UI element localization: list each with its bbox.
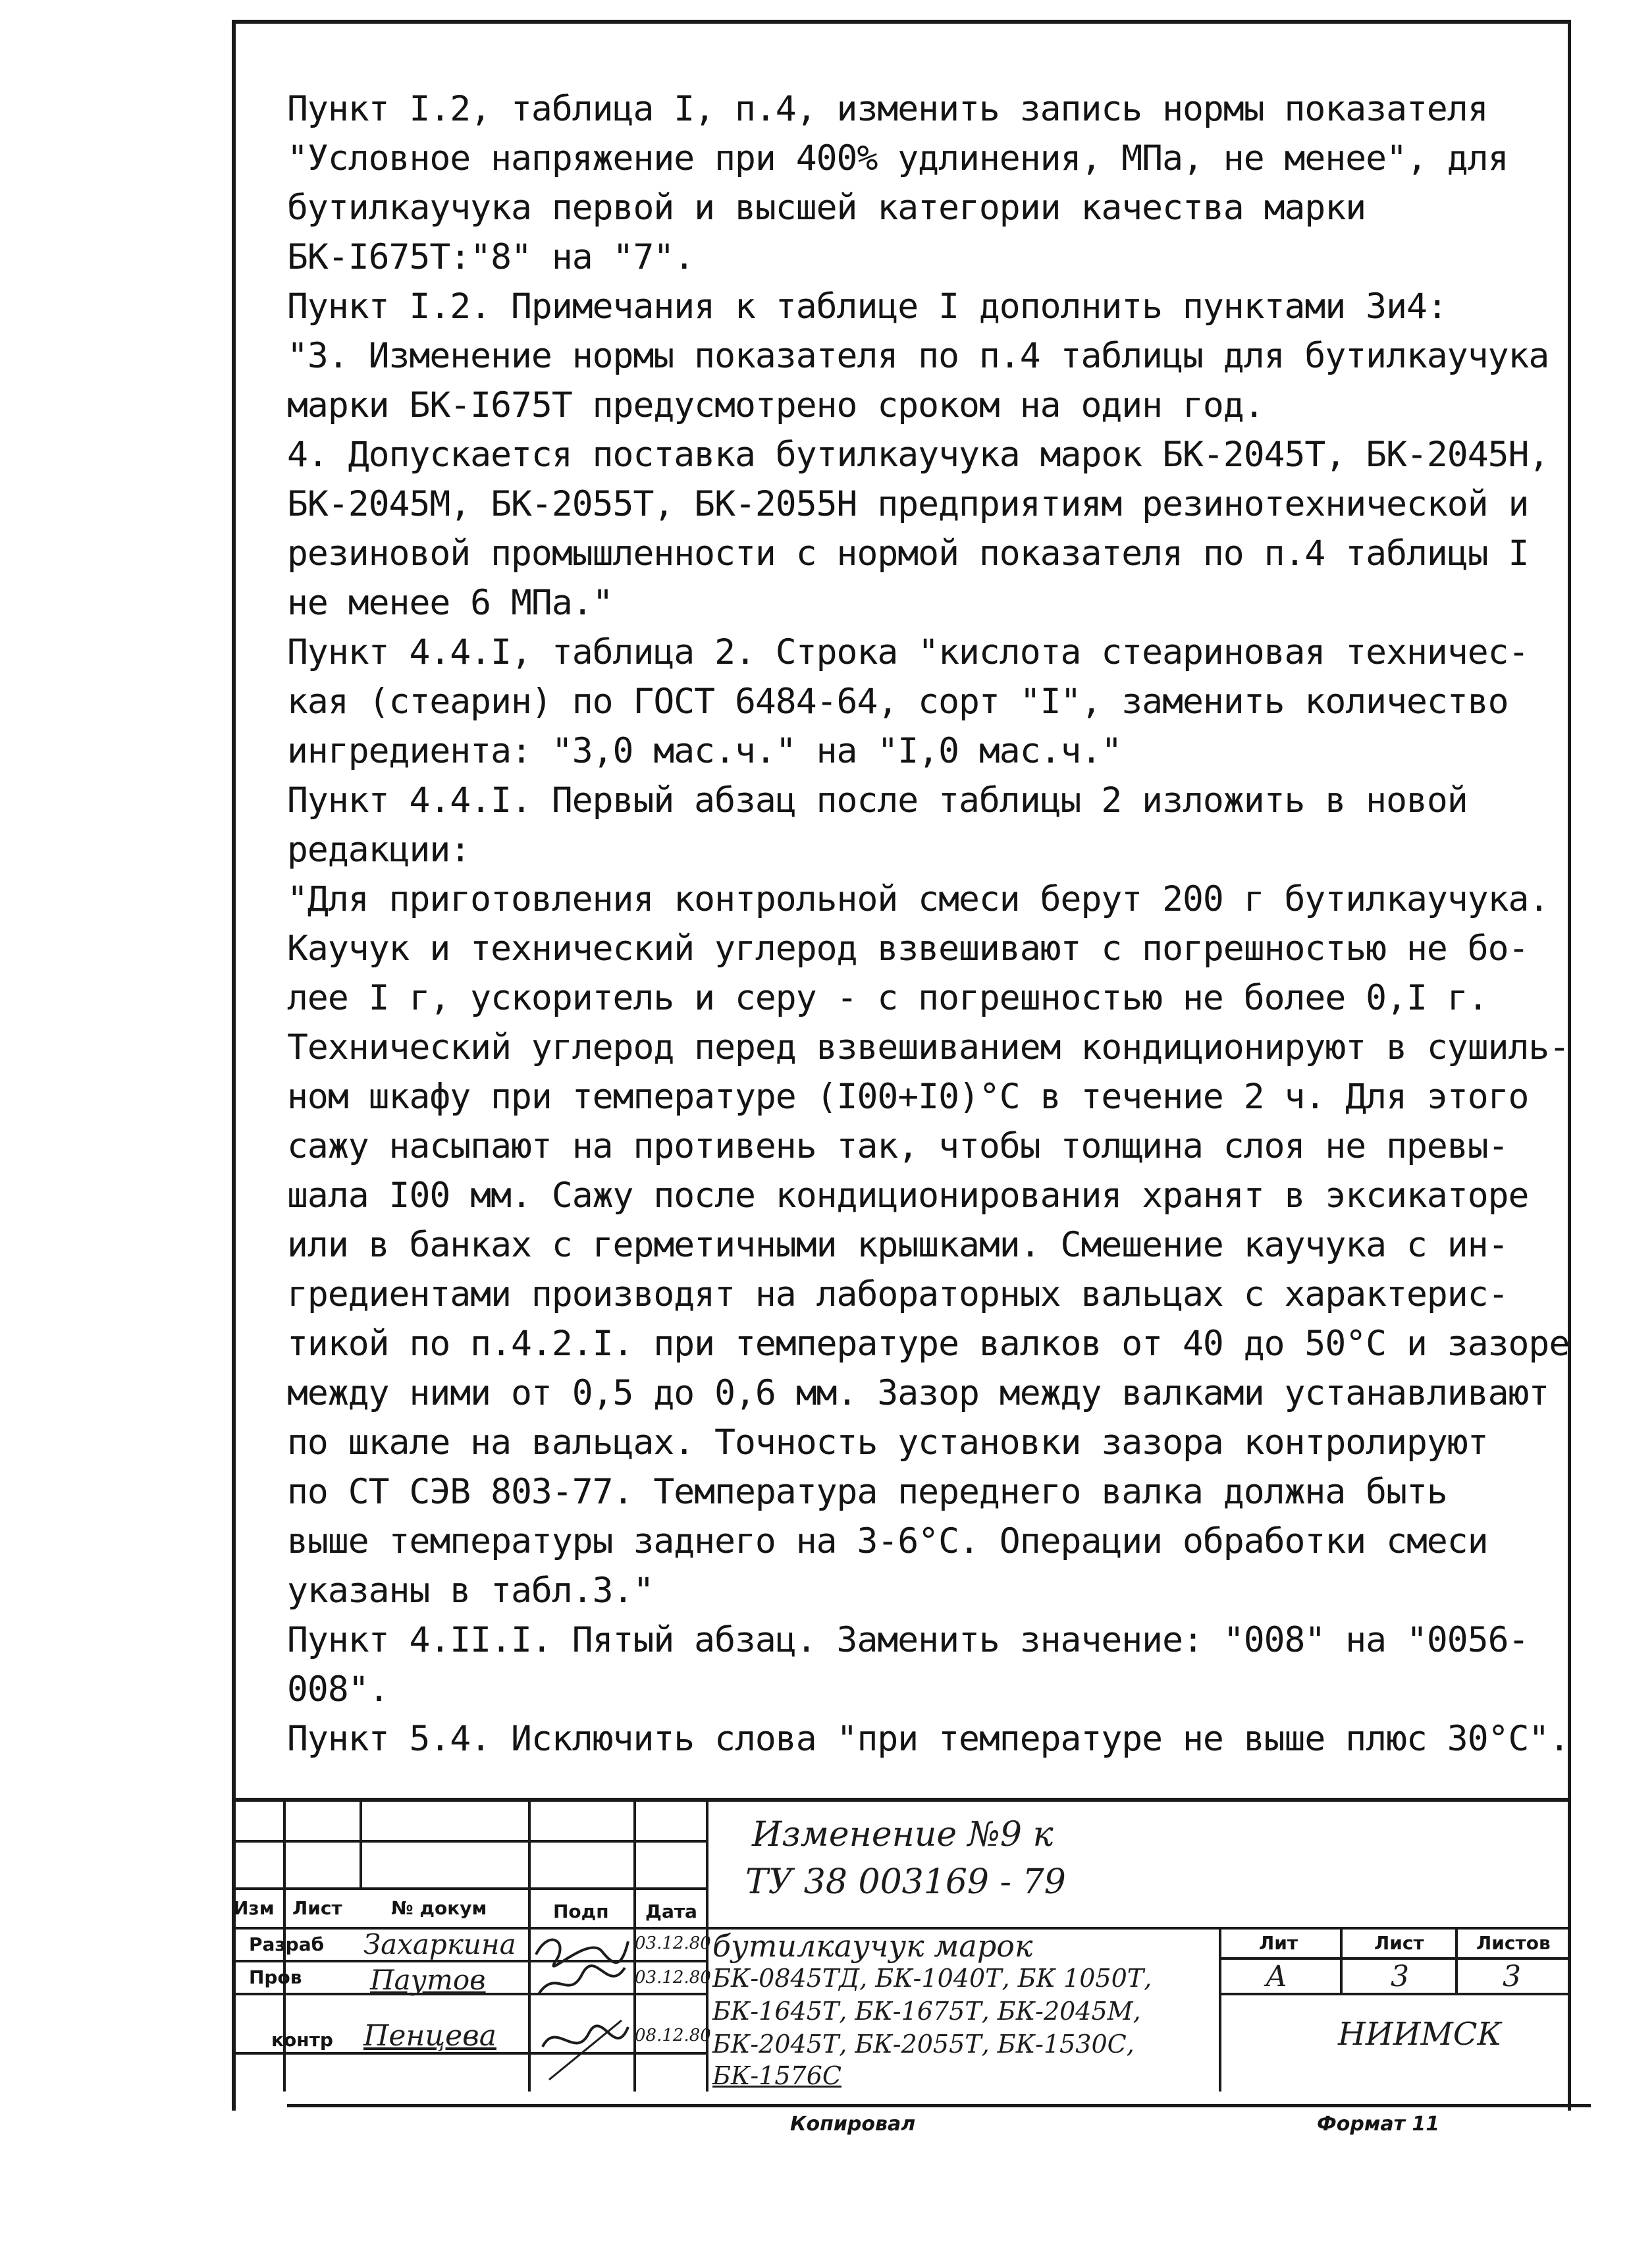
document-body xyxy=(287,84,1570,1764)
text-line: кая (стеарин) по ГОСТ 6484-64, сорт "I", заменить количество xyxy=(287,682,1509,722)
lit-value: А xyxy=(1266,1960,1288,1993)
grid-line xyxy=(232,1887,706,1890)
razrab-date: 03.12.80 xyxy=(635,1933,711,1953)
product-line4: БК-2045Т, БК-2055Т, БК-1530С, xyxy=(712,2030,1135,2059)
footer-copied: Копировал xyxy=(790,2113,916,2136)
text-line: ном шкафу при температуре (I00+I0)°С в течение 2 ч. Для этого xyxy=(287,1077,1529,1117)
text-line: "Для приготовления контрольной смеси берут 200 г бутилкаучука. xyxy=(287,879,1549,919)
change-title-line1: Изменение №9 к xyxy=(752,1815,1054,1854)
text-line: Технический углерод перед взвешиванием кондиционируют в сушиль- xyxy=(287,1027,1570,1067)
text-line: ингредиента: "3,0 мас.ч." на "I,0 мас.ч." xyxy=(287,731,1122,771)
text-line: "3. Изменение нормы показателя по п.4 таблицы для бутилкаучука xyxy=(287,336,1549,376)
text-line: Пункт I.2. Примечания к таблице I дополнить пунктами 3и4: xyxy=(287,286,1447,327)
text-line: марки БК-I675Т предусмотрено сроком на один год. xyxy=(287,385,1264,425)
text-line: БК-I675Т:"8" на "7". xyxy=(287,237,695,277)
bottom-border xyxy=(287,2104,1591,2107)
text-line: Каучук и технический углерод взвешивают с погрешностью не бо- xyxy=(287,929,1529,969)
product-line3: БК-1645Т, БК-1675Т, БК-2045М, xyxy=(712,1997,1141,2026)
stamp-col-izm: Изм xyxy=(233,1897,275,1919)
stamp-row-razrab: Разраб xyxy=(249,1933,325,1955)
lit-label: Лит xyxy=(1259,1932,1298,1954)
text-line: Пункт 4.4.I, таблица 2. Строка "кислота стеариновая техничес- xyxy=(287,632,1529,672)
grid-line xyxy=(1340,1927,1343,1993)
text-line: между ними от 0,5 до 0,6 мм. Зазор между валками устанавливают xyxy=(287,1373,1549,1413)
organization: НИИМСК xyxy=(1338,2016,1502,2053)
list-value: 3 xyxy=(1391,1960,1409,1993)
title-block xyxy=(232,1798,1571,2107)
text-line: по СТ СЭВ 803-77. Температура переднего валка должна быть xyxy=(287,1472,1447,1512)
grid-line xyxy=(1219,1927,1221,2092)
listov-value: 3 xyxy=(1503,1960,1521,1993)
text-line: шала I00 мм. Сажу после кондиционирования хранят в эксикаторе xyxy=(287,1175,1529,1216)
text-line: указаны в табл.3." xyxy=(287,1571,654,1611)
text-line: "Условное напряжение при 400% удлинения, МПа, не менее", для xyxy=(287,138,1509,178)
text-line: Пункт 5.4. Исключить слова "при температуре не выше плюс 30°С". xyxy=(287,1719,1570,1759)
text-line: редакции: xyxy=(287,830,471,870)
text-line: БК-2045М, БК-2055Т, БК-2055Н предприятиям резинотехнической и xyxy=(287,484,1529,524)
text-line: по шкале на вальцах. Точность установки зазора контролируют xyxy=(287,1422,1488,1463)
text-line: Пункт I.2, таблица I, п.4, изменить запись нормы показателя xyxy=(287,89,1488,129)
text-line: не менее 6 МПа." xyxy=(287,583,613,623)
text-line: Пункт 4.II.I. Пятый абзац. Заменить значение: "008" на "0056- xyxy=(287,1620,1529,1660)
grid-line xyxy=(232,1840,706,1843)
stamp-col-podp: Подп xyxy=(553,1901,609,1922)
list-label: Лист xyxy=(1374,1932,1424,1954)
text-line: сажу насыпают на противень так, чтобы толщина слоя не превы- xyxy=(287,1126,1509,1166)
stamp-row-prov: Пров xyxy=(249,1966,302,1988)
text-line: выше температуры заднего на 3-6°С. Операции обработки смеси xyxy=(287,1521,1488,1561)
prov-name: Паутов xyxy=(370,1964,486,1996)
stamp-col-dokum: № докум xyxy=(391,1897,487,1919)
footer-format: Формат 11 xyxy=(1317,2113,1440,2136)
prov-date: 03.12.80 xyxy=(635,1968,711,1987)
grid-line xyxy=(360,1802,362,1887)
kontr-name: Пенцева xyxy=(363,2019,496,2053)
product-line2: БК-0845ТД, БК-1040Т, БК 1050Т, xyxy=(712,1964,1152,1993)
stamp-col-data: Дата xyxy=(645,1901,697,1922)
stamp-row-kontr: контр xyxy=(271,2029,333,2051)
grid-line xyxy=(1455,1927,1458,1993)
text-line: тикой по п.4.2.I. при температуре валков от 40 до 50°С и зазоре xyxy=(287,1324,1570,1364)
listov-label: Листов xyxy=(1476,1932,1551,1954)
text-line: 4. Допускается поставка бутилкаучука марок БК-2045Т, БК-2045Н, xyxy=(287,435,1549,475)
text-line: резиновой промышленности с нормой показателя по п.4 таблицы I xyxy=(287,533,1529,574)
stamp-col-list: Лист xyxy=(292,1897,342,1919)
razrab-name: Захаркина xyxy=(363,1928,516,1960)
signature-graphics xyxy=(529,1928,632,2090)
product-line5: БК-1576С xyxy=(712,2061,841,2090)
text-line: или в банках с герметичными крышками. Смешение каучука с ин- xyxy=(287,1225,1509,1265)
text-line: лее I г, ускоритель и серу - с погрешностью не более 0,I г. xyxy=(287,978,1488,1018)
text-line: Пункт 4.4.I. Первый абзац после таблицы 2 изложить в новой xyxy=(287,780,1468,821)
text-line: 008". xyxy=(287,1669,389,1710)
text-line: бутилкаучука первой и высшей категории качества марки xyxy=(287,188,1366,228)
product-line1: бутилкаучук марок xyxy=(712,1928,1033,1964)
text-line: гредиентами производят на лабораторных вальцах с характерис- xyxy=(287,1274,1509,1314)
kontr-date: 08.12.80 xyxy=(635,2026,711,2045)
change-title-line2: ТУ 38 003169 - 79 xyxy=(745,1862,1066,1902)
